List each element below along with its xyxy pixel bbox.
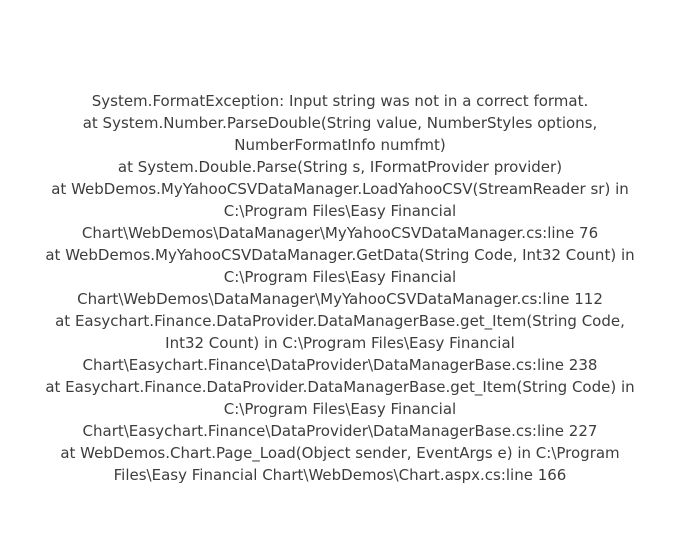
stack-trace-line: at System.Number.ParseDouble(String value, NumberStyles options, [82,114,598,132]
stack-trace-line: Chart\WebDemos\DataManager\MyYahooCSVDataManager.cs:line 112 [77,290,603,308]
stack-trace-line: at Easychart.Finance.DataProvider.DataManagerBase.get_Item(String Code, [55,312,625,330]
stack-trace-line: NumberFormatInfo numfmt) [234,136,446,154]
stack-trace-line: at Easychart.Finance.DataProvider.DataManagerBase.get_Item(String Code) in [45,378,635,396]
stack-trace-line: C:\Program Files\Easy Financial [223,400,457,418]
stack-trace-line: at System.Double.Parse(String s, IFormatProvider provider) [117,158,563,176]
stack-trace-line: Files\Easy Financial Chart\WebDemos\Chart.aspx.cs:line 166 [113,466,567,484]
stack-trace-line: Chart\Easychart.Finance\DataProvider\DataManagerBase.cs:line 227 [82,422,598,440]
exception-stack-trace [0,90,680,486]
stack-trace-line: Chart\WebDemos\DataManager\MyYahooCSVDataManager.cs:line 76 [81,224,599,242]
stack-trace-line: C:\Program Files\Easy Financial [223,202,457,220]
stack-trace-line: System.FormatException: Input string was not in a correct format. [91,92,589,110]
stack-trace-line: at WebDemos.Chart.Page_Load(Object sender, EventArgs e) in C:\Program [60,444,620,462]
stack-trace-line: at WebDemos.MyYahooCSVDataManager.GetData(String Code, Int32 Count) in [45,246,635,264]
stack-trace-line: C:\Program Files\Easy Financial [223,268,457,286]
stack-trace-line: Int32 Count) in C:\Program Files\Easy Financial [165,334,515,352]
stack-trace-line: at WebDemos.MyYahooCSVDataManager.LoadYahooCSV(StreamReader sr) in [51,180,629,198]
stack-trace-line: Chart\Easychart.Finance\DataProvider\DataManagerBase.cs:line 238 [82,356,598,374]
